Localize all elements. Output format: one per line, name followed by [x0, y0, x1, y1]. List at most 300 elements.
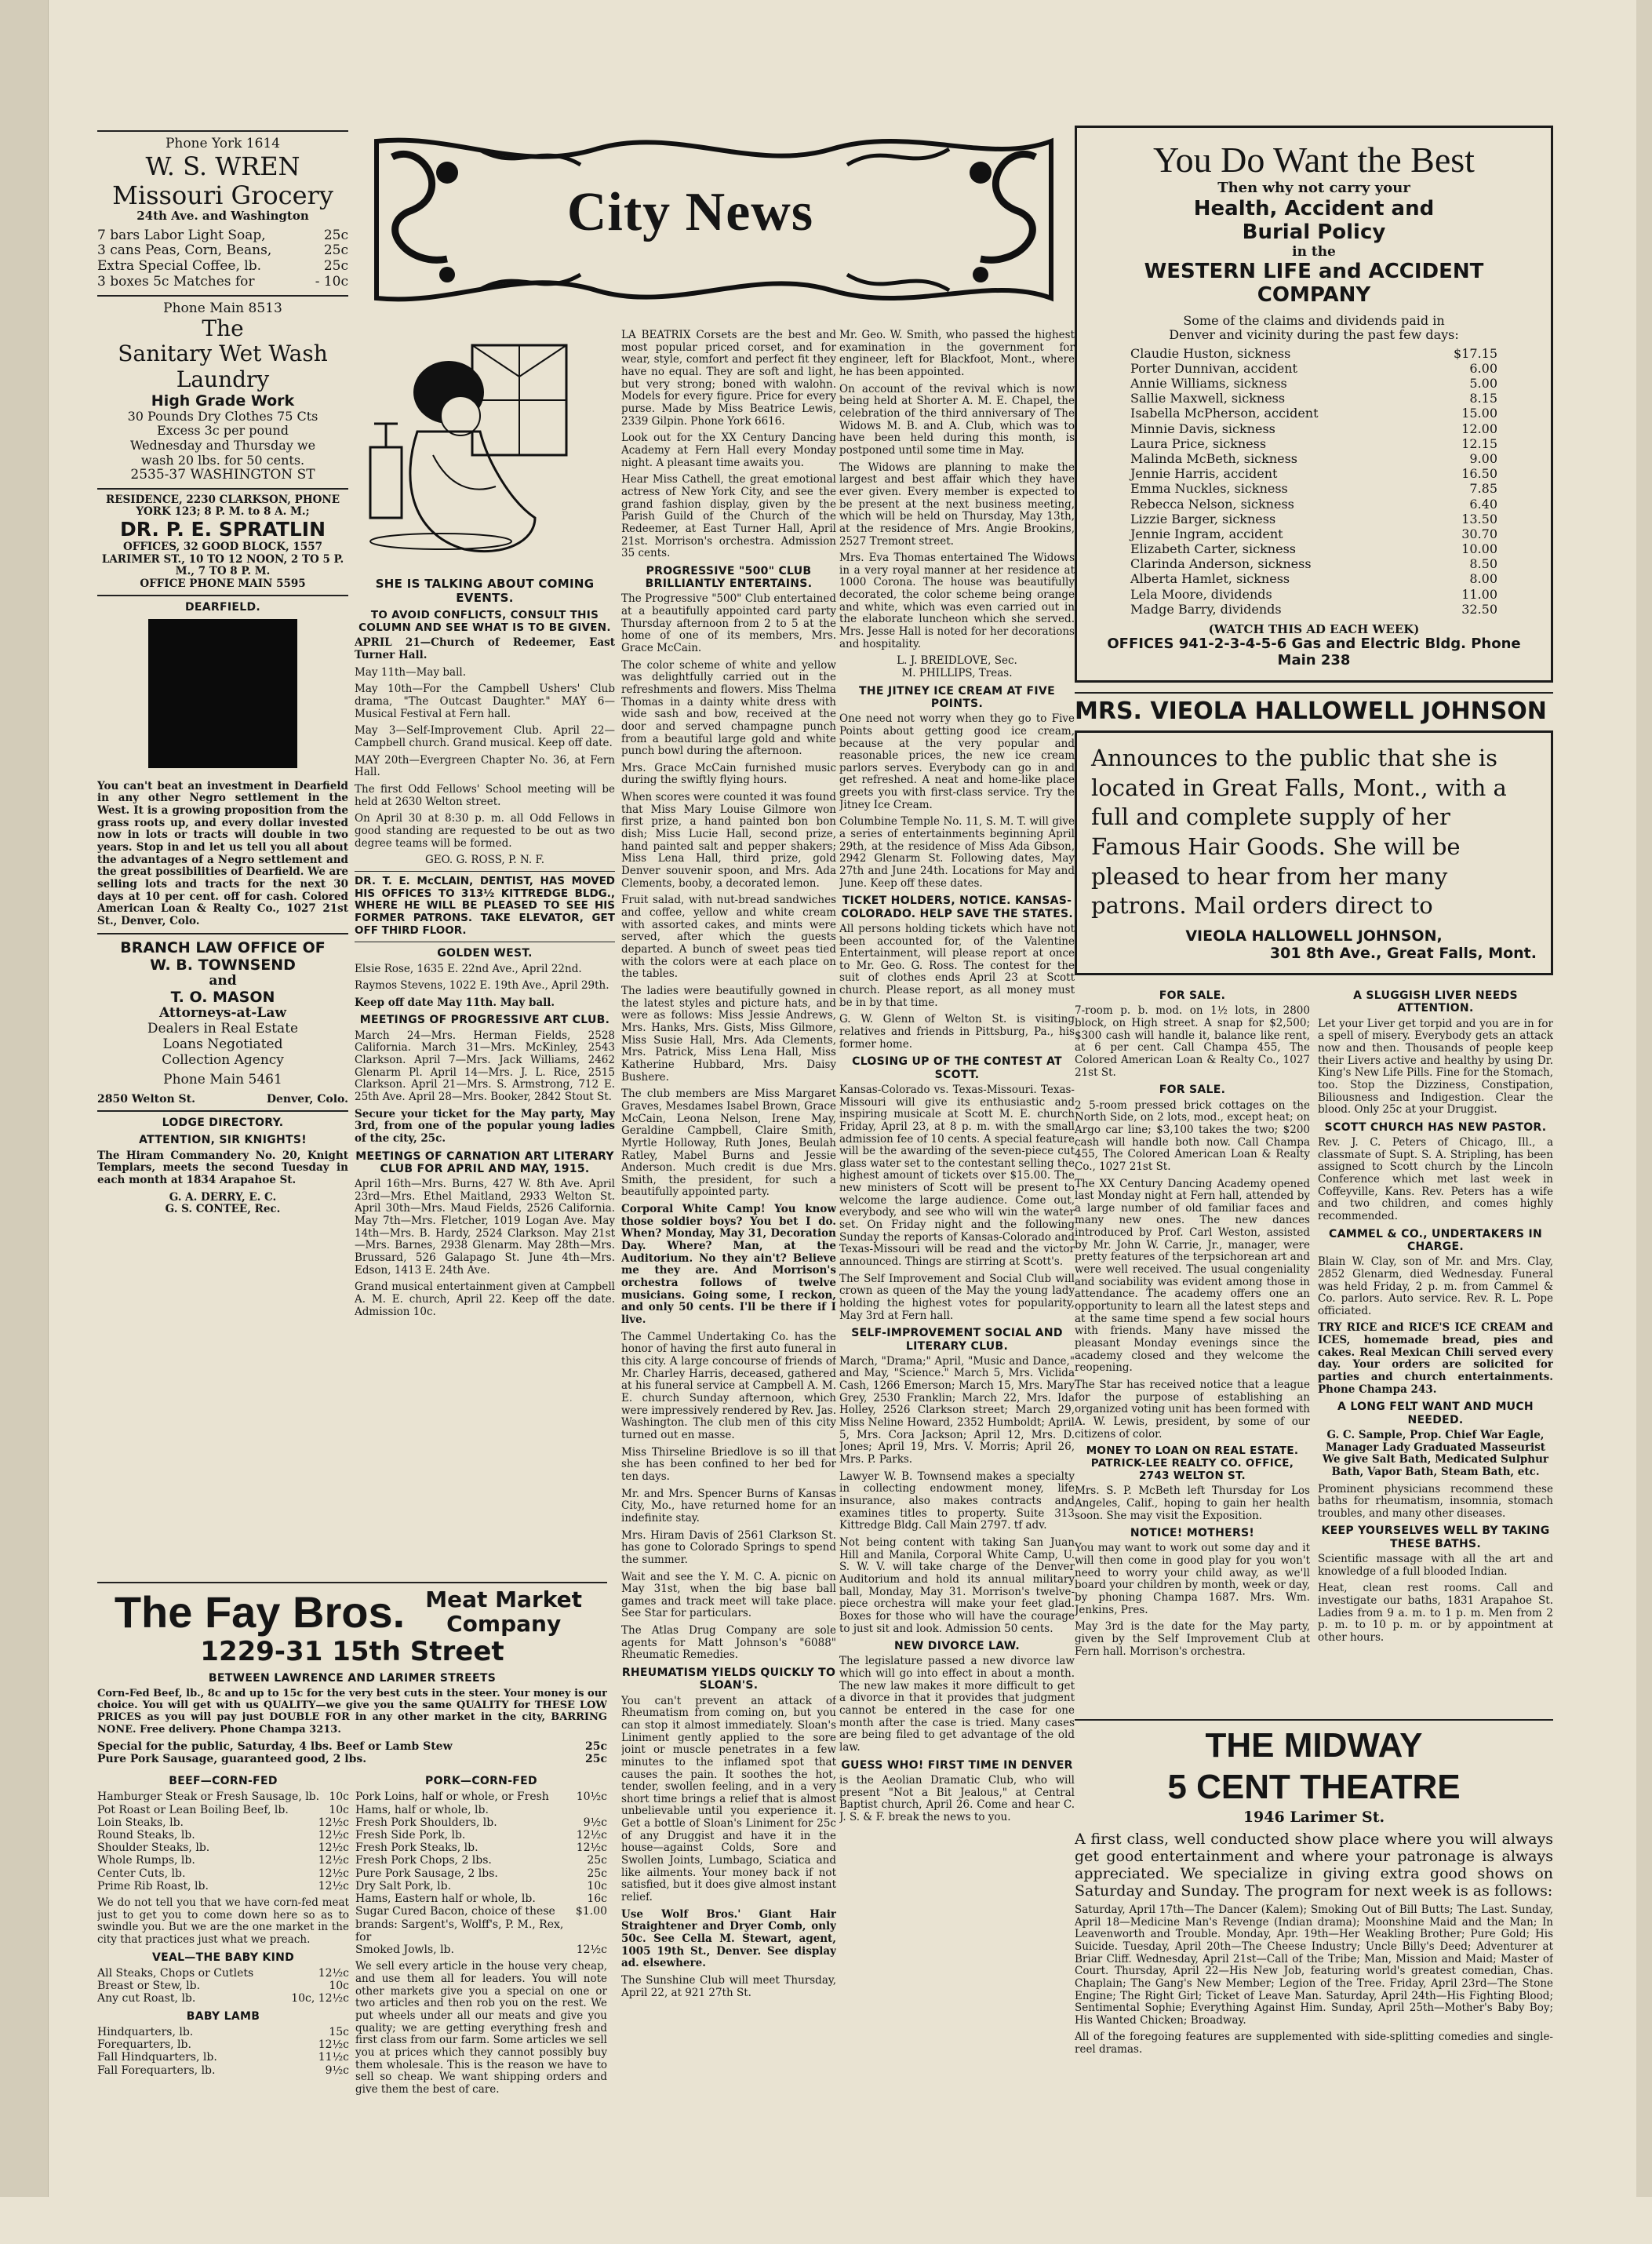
paragraph: April 16th—Mrs. Burns, 427 W. 8th Ave. April 23rd—Mrs. Ethel Maitland, 2933 Welton St. April 30th—Mrs. Maud Fields, 2526 California. May 7th—Mrs. Fletcher, 1019 Logan Ave. May 14th—Mrs. B. Hardy, 2524 Clarkson. May 21st—Mrs. Barnes, 2938 Glenarm. May 28th—Mrs. Brussard, 526 Galapago St. June 4th—Mrs. Edson, 1413 E. 24th Ave. — [355, 1178, 615, 1277]
law-line: Attorneys-at-Law — [158, 1005, 287, 1022]
midway-ad — [1075, 1725, 1553, 2056]
section-heading: FOR SALE. — [1159, 989, 1226, 1003]
item-label: Pure Pork Sausage, 2 lbs. — [355, 1867, 498, 1880]
law-line: Collection Agency — [162, 1051, 284, 1068]
item-label: All Steaks, Chops or Cutlets — [97, 1967, 254, 1980]
fay-title: The Fay Bros. — [114, 1586, 406, 1637]
paragraph: The Self Improvement and Social Club will crown as queen of the May the young lady holding the highest votes for popularity, May 3rd at Fern hall. — [839, 1272, 1075, 1322]
ad-line: Health, Accident and — [1193, 197, 1435, 221]
johnson-text: Announces to the public that she is located in Great Falls, Mont., with a full and complete supply of her Famous Hair Goods. She will be pleased to hear from her many patrons. Mail orders direct to — [1091, 744, 1507, 920]
ad-intro: Some of the claims and dividends paid in Denver and vicinity during the past few days: — [1169, 312, 1459, 343]
doctor-name: DR. P. E. SPRATLIN — [119, 518, 326, 541]
item-price: 6.00 — [1469, 360, 1497, 376]
item-label: Isabella McPherson, accident — [1130, 406, 1319, 421]
wren-price-list — [97, 228, 348, 290]
item-label: Pot Roast or Lean Boiling Beef, lb. — [97, 1803, 289, 1816]
section-heading: PORK—CORN-FED — [425, 1775, 537, 1788]
paragraph: Mrs. Grace McCain furnished music during the swiftly flying hours. — [621, 761, 836, 787]
price-row — [1091, 361, 1537, 376]
price-row — [97, 1841, 349, 1854]
item-price: 25c — [587, 1854, 607, 1867]
paragraph: On account of the revival which is now being held at Shorter A. M. E. Chapel, the celebration of the third anniversary of The Widows M. B. and A. Club, which was to have been held during this month, is postponed until some time in May. — [839, 382, 1075, 457]
wren-address: 24th Ave. and Washington — [136, 209, 309, 224]
ad-watch: (WATCH THIS AD EACH WEEK) — [1208, 622, 1420, 637]
laundry-name: Sanitary Wet Wash — [118, 341, 328, 367]
item-label: Lizzie Barger, sickness — [1130, 511, 1276, 526]
item-label: Jennie Harris, accident — [1130, 466, 1278, 482]
price-row — [97, 1790, 349, 1803]
section-heading: RHEUMATISM YIELDS QUICKLY TO SLOAN'S. — [621, 1667, 836, 1692]
price-row — [97, 1854, 349, 1867]
price-row — [97, 1829, 349, 1841]
item-label: Loin Steaks, lb. — [97, 1816, 184, 1829]
price-row — [1091, 391, 1537, 406]
beef-list — [97, 1790, 349, 1892]
lamb-list — [97, 2026, 349, 2077]
item-price: 12.00 — [1461, 421, 1497, 436]
ad-line: Burial Policy — [1242, 220, 1386, 245]
paragraph: MAY 20th—Evergreen Chapter No. 36, at Fern Hall. — [355, 753, 615, 779]
section-heading: CLOSING UP OF THE CONTEST AT SCOTT. — [852, 1055, 1062, 1081]
paragraph: The Sunshine Club will meet Thursday, April 22, at 921 27th St. — [621, 1974, 836, 1999]
price-row — [1091, 421, 1537, 436]
paragraph: Lawyer W. B. Townsend makes a specialty in collecting endowment money, life insurance, also makes contracts and examines titles to property. Suite 313 Kittredge Bldg. Call Main 2797. tf adv. — [839, 1470, 1075, 1532]
item-label: Fresh Pork Chops, 2 lbs. — [355, 1854, 492, 1867]
price-row — [355, 1841, 607, 1854]
item-price: 12½c — [576, 1828, 607, 1841]
item-price: 8.15 — [1469, 391, 1497, 406]
section-heading: FOR SALE. — [1159, 1084, 1226, 1097]
price-row — [1091, 481, 1537, 496]
paragraph: May 10th—For the Campbell Ushers' Club drama, "The Outcast Daughter." MAY 6—Musical Festival at Fern hall. — [355, 683, 615, 720]
item-label: Shoulder Steaks, lb. — [97, 1841, 210, 1855]
price-row — [97, 2026, 349, 2038]
price-row — [1091, 541, 1537, 556]
item-price: 12½c — [318, 1816, 349, 1829]
paragraph: Look out for the XX Century Dancing Academy at Fern Hall every Monday night. A pleasant time awaits you. — [621, 432, 836, 469]
paragraph: Prominent physicians recommend these baths for rheumatism, insomnia, stomach troubles, and many other diseases. — [1318, 1482, 1553, 1520]
item-label: Emma Nuckles, sickness — [1130, 481, 1288, 497]
item-label: Hams, Eastern half or whole, lb. — [355, 1892, 536, 1906]
signature: M. PHILLIPS, Treas. — [901, 667, 1013, 680]
price-row — [1091, 571, 1537, 586]
dearfield-photo — [148, 619, 297, 768]
midway-subtitle: 5 CENT THEATRE — [1167, 1767, 1461, 1806]
johnson-name: VIEOLA HALLOWELL JOHNSON, — [1185, 927, 1443, 945]
price-row — [355, 1829, 607, 1841]
section-heading: BEEF—CORN-FED — [169, 1775, 278, 1788]
section-heading: MEETINGS OF CARNATION ART LITERARY CLUB FOR APRIL AND MAY, 1915. — [355, 1149, 614, 1175]
item-price: 5.00 — [1469, 376, 1497, 392]
section-heading: A LONG FELT WANT AND MUCH NEEDED. — [1337, 1401, 1534, 1426]
paragraph: Let your Liver get torpid and you are in for a spell of misery. Everybody gets an attack now and then. Thousands of people keep their Livers active and healthy by using Dr. King's New Life Pills. Fine for the Stomach, too. Stop the Dizziness, Constipation, Biliousness and Indigestion. Clear the blood. Only 25c at your Druggist. — [1318, 1017, 1553, 1117]
price-row — [1091, 497, 1537, 512]
paragraph: The club members are Miss Margaret Graves, Mesdames Isabel Brown, Grace McCain, Leona Nelson, Irene May, Geraldine Campbell, Claire Smith, Myrtle Holloway, Ruth Jones, Beulah Ratley, Mabel Burns and Jessie Anderson. Much credit is due Mrs. Smith, the president, for such a beautifully appointed party. — [621, 1087, 836, 1199]
list-item: Extra Special Coffee, lb. 25c — [97, 258, 348, 275]
events-intro: TO AVOID CONFLICTS, CONSULT THIS COLUMN AND SEE WHAT IS TO BE GIVEN. — [358, 609, 611, 634]
price-row — [355, 1905, 607, 1943]
item-label: Forequarters, lb. — [97, 2038, 191, 2052]
lodge-heading: LODGE DIRECTORY. — [162, 1117, 284, 1130]
list-item: 7 bars Labor Light Soap, 25c — [97, 227, 348, 243]
item-label: Lela Moore, dividends — [1130, 586, 1272, 602]
johnson-ad — [1075, 730, 1553, 975]
item-price: 12½c — [318, 1879, 349, 1892]
item-price: 13.50 — [1461, 511, 1497, 526]
item-price: 6.40 — [1469, 496, 1497, 512]
item-price: 32.50 — [1461, 601, 1497, 617]
price-row — [1091, 436, 1537, 451]
item-price: 8.00 — [1469, 571, 1497, 587]
item-price: 10c, 12½c — [291, 1992, 349, 2005]
fay-address: 1229-31 15th Street — [200, 1635, 504, 1667]
page-binding-margin — [0, 0, 49, 2197]
midway-address: 1946 Larimer St. — [1243, 1808, 1385, 1826]
law-line: and — [209, 972, 237, 989]
dearfield-heading: DEARFIELD. — [185, 601, 260, 614]
item-label: Hindquarters, lb. — [97, 2025, 194, 2038]
item-label: Madge Barry, dividends — [1130, 601, 1282, 617]
price-row: Pure Pork Sausage, guaranteed good, 2 lbs. 25c — [97, 1752, 607, 1765]
item-price: 9½c — [583, 1816, 607, 1829]
item-price: 9½c — [325, 2064, 349, 2077]
item-label: Elizabeth Carter, sickness — [1130, 541, 1296, 557]
paragraph: 7-room p. b. mod. on 1½ lots, in 2800 block, on High street. A snap for $2,500; $300 cash will handle it, balance like rent, at 6 per cent. Call Champa 455, The Colored American Loan & Realty Co., 1027 21st St. — [1075, 1004, 1310, 1079]
price-row — [355, 1854, 607, 1867]
price-row — [1091, 512, 1537, 526]
price-row — [1091, 602, 1537, 617]
law-line: Phone Main 5461 — [163, 1072, 282, 1088]
column-5-left — [1075, 985, 1310, 1714]
paragraph: G. C. Sample, Prop. Chief War Eagle, Manager Lady Graduated Masseurist We give Salt Bath, Medicated Sulphur Bath, Vapor Bath, Steam Bath, etc. — [1322, 1428, 1549, 1478]
paragraph: LA BEATRIX Corsets are the best and most popular priced corset, and for wear, style, comfort and perfect fit they have no equal. They are soft and light, but very strong; boned with walohn. Models for every figure. Price for every purse. Made by Miss Beatrice Lewis, 2339 Gilpin. Phone York 6616. — [621, 330, 836, 428]
price-row — [1091, 376, 1537, 391]
paragraph: Heat, clean rest rooms. Call and investigate our baths, 1831 Arapahoe St. Ladies from 9 a. m. to 1 p. m. Men from 2 p. m. to 10 p. m. or by appointment at other hours. — [1318, 1582, 1553, 1644]
paragraph: Wait and see the Y. M. C. A. picnic on May 31st, when the big base ball games and track meet will take place. See Star for particulars. — [621, 1570, 836, 1620]
western-life-ad — [1075, 126, 1553, 683]
paragraph: 2 5-room pressed brick cottages on the North Side, on 2 lots, mod., except heat; on Argo car line; $3,100 takes the two; $200 cash will handle both now. Call Champa 455, The Colored American Loan & Realty Co., 1027 21st St. — [1075, 1098, 1310, 1173]
price-row — [355, 1880, 607, 1892]
paragraph: The Star has received notice that a league for the purpose of establishing an organized voting unit has been formed with A. W. Lewis, president, by some of our citizens of color. — [1075, 1379, 1310, 1441]
column-5 — [1075, 126, 1553, 2213]
item-label: Sallie Maxwell, sickness — [1130, 391, 1286, 406]
item-price: 12.15 — [1461, 435, 1497, 451]
midway-note: All of the foregoing features are supplemented with side-splitting comedies and single-reel dramas. — [1075, 2031, 1553, 2056]
laundry-line: High Grade Work — [151, 392, 295, 410]
price-row — [355, 1867, 607, 1880]
paragraph: The XX Century Dancing Academy opened last Monday night at Fern hall, attended by a large number of old familiar faces and many new ones. The new dances introduced by Prof. Carl Weston, assisted by Mr. John W. Carrie, Jr., manager, were pretty features of the terpsichorean art and were well received. The usual congeniality and sociability was evident among those in attendance. The academy offers one an opportunity to learn all the latest steps and at the same time spend a few social hours with friends. Many have missed the pleasant Monday evenings since the academy closed and they welcome the reopening. — [1075, 1177, 1310, 1375]
paragraph: We sell every article in the house very cheap, and use them all for leaders. You will note other markets give you a special on one or two articles and then rob you on the rest. We put wheels under all our meats and give you quality; we are getting everything fresh and first class from our farm. Some articles we sell you at prices which they cannot possibly buy them wholesale. This is the reason we have to sell so cheap. We want shipping orders and give them the best of care. — [355, 1960, 607, 2096]
ad-offices: OFFICES 941-2-3-4-5-6 Gas and Electric Bldg. Phone Main 238 — [1107, 636, 1521, 669]
item-label: Fall Hindquarters, lb. — [97, 2051, 217, 2064]
price-row — [1091, 587, 1537, 602]
price-row — [97, 1804, 349, 1816]
lodge-signature: G. S. CONTEE, Rec. — [165, 1203, 281, 1216]
column-5-right — [1318, 985, 1553, 1714]
wren-phone: Phone York 1614 — [165, 136, 281, 151]
page-title: City News — [566, 182, 814, 242]
item-price: 12½c — [318, 1867, 349, 1880]
paragraph: Mrs. S. P. McBeth left Thursday for Los Angeles, Calif., hoping to gain her health soon. She may visit the Exposition. — [1075, 1484, 1310, 1522]
pork-list — [355, 1790, 607, 1956]
paragraph: May 3—Self-Improvement Club. April 22—Campbell church. Grand musical. Keep off date. — [355, 724, 615, 750]
paragraph: One need not worry when they go to Five Points about getting good ice cream, because at the very popular and reasonable prices, the new ice cream parlors serves. Everybody can go in and get refreshed. A neat and home-like place greets you with first-class service. Try the Jitney Ice Cream. — [839, 712, 1075, 811]
fay-subtitle: Meat Market Company — [425, 1586, 582, 1637]
section-heading: NEW DIVORCE LAW. — [894, 1640, 1020, 1653]
signature: L. J. BREIDLOVE, Sec. — [897, 654, 1017, 668]
paragraph: is the Aeolian Dramatic Club, who will present "Not a Bit Jealous," at Central Baptist church, April 26. Come and hear C. J. S. & F. break the news to you. — [839, 1773, 1075, 1823]
paragraph: Hear Miss Cathell, the great emotional actress of New York City, and see the grand fashion display, given by the Parish Guild of the Church of the Redeemer, at East Turner Hall, April 21st. Morrison's orchestra. Admission 35 cents. — [621, 473, 836, 560]
paragraph: Elsie Rose, 1635 E. 22nd Ave., April 22nd. — [355, 962, 582, 975]
laundry-phone: Phone Main 8513 — [163, 300, 282, 316]
ad-line: Then why not carry your — [1217, 180, 1410, 197]
item-price: 10c — [329, 1803, 349, 1816]
item-label: Clarinda Anderson, sickness — [1130, 556, 1312, 572]
section-heading: A SLUGGISH LIVER NEEDS ATTENTION. — [1353, 989, 1518, 1015]
item-price: 12½c — [576, 1841, 607, 1855]
paragraph: G. W. Glenn of Welton St. is visiting relatives and friends in Pittsburg, Pa., his former home. — [839, 1013, 1075, 1051]
paragraph: When scores were counted it was found that Miss Mary Louise Gilmore won first prize, a hand painted bon bon dish; Miss Lucie Hall, second prize, hand painted salt and pepper shakers; Miss Lena Hall, third prize, gold Denver souvenir spoon, and Mrs. Ada Clements, booby, a decorated lemon. — [621, 791, 836, 890]
price-row — [97, 2038, 349, 2051]
price-row — [355, 1790, 607, 1816]
item-label: Fall Forequarters, lb. — [97, 2064, 216, 2077]
fay-intro: Corn-Fed Beef, lb., 8c and up to 15c for the very best cuts in the steer. Your money is our choice. You will get with us QUALITY—we give you the same QUALITY for THESE LOW PRICES as you will pay just DOUBLE FOR in any other market in the city, BARRING NONE. Free delivery. Phone Champa 3213. — [97, 1688, 607, 1736]
paragraph: On April 30 at 8:30 p. m. all Odd Fellows in good standing are requested to be out as two degree teams will be formed. — [355, 812, 615, 850]
price-row — [1091, 526, 1537, 541]
paragraph: You can't prevent an attack of Rheumatism from coming on, but you can stop it almost immediately. Sloan's Liniment gently applied to the sore joint or muscle penetrates in a few minutes to the inflamed spot that causes the pain. It soothes the hot, tender, swollen feeling, and in a very short time brings a relief that is almost unbelievable until you experience it. Get a bottle of Sloan's Liniment for 25c of any Druggist and have it in the house—against Colds, Sore and Swollen Joints, Lumbago, Sciatica and like ailments. Your money back if not satisfied, but it does give almost instant relief. — [621, 1694, 836, 1904]
fay-price-grid — [97, 1770, 607, 2101]
paragraph: The Cammel Undertaking Co. has the honor of having the first auto funeral in this city. A large concourse of friends of Mr. Charley Harris, deceased, gathered at his funeral service at Campbell A. M. E. church Sunday afternoon, which were impressively rendered by Rev. Jas. Washington. The club men of this city turned out en masse. — [621, 1330, 836, 1441]
section-heading: SELF-IMPROVEMENT SOCIAL AND LITERARY CLUB. — [851, 1327, 1063, 1353]
item-price: 30.70 — [1461, 526, 1497, 541]
fay-left — [97, 1770, 349, 2101]
wren-name: W. S. WREN — [145, 151, 300, 181]
item-price: 10½c — [576, 1790, 607, 1804]
item-price: 15.00 — [1461, 406, 1497, 421]
section-heading: GOLDEN WEST. — [437, 947, 533, 960]
signature: GEO. G. ROSS, P. N. F. — [425, 854, 544, 867]
item-label: Breast or Stew, lb. — [97, 1980, 201, 1993]
ad-company: WESTERN LIFE and ACCIDENT COMPANY — [1144, 260, 1484, 308]
paragraph: The Progressive "500" Club entertained at a beautifully appointed card party Thursday afternoon from 2 to 5 at the home of one of its members, Mrs. Grace McCain. — [621, 592, 836, 654]
item-label: Alberta Hamlet, sickness — [1130, 571, 1290, 587]
item-label: Any cut Roast, lb. — [97, 1992, 196, 2005]
laundry-address: 2535-37 WASHINGTON ST — [130, 467, 315, 483]
paragraph: Not being content with taking San Juan Hill and Manila, Corporal White Camp, U. S. W. V. will take charge of the Denver Auditorium and hold its annual military ball, Monday, May 31. Morrison's twelve-piece orchestra will make your feet glad. Boxes for those who will have the courage to just sit and look. Admission 50 cents. — [839, 1536, 1075, 1635]
paragraph: May 3rd is the date for the May party, given by the Self Improvement Club at Fern hall. Morrison's orchestra. — [1075, 1620, 1310, 1658]
paragraph: The ladies were beautifully gowned in the latest styles and picture hats, and were as follows: Miss Jessie Andrews, Mrs. Hanks, Mrs. Gists, Miss Gilmore, Miss Susie Hall, Mrs. Ada Clements, Mrs. Patrick, Miss Lena Hall, Miss Katherine Hubbard, Mrs. Daisy Bushere. — [621, 984, 836, 1084]
price-row — [1091, 451, 1537, 466]
item-label: Sugar Cured Bacon, choice of these brands: Sargent's, Wolff's, P. M., Rex, for — [355, 1905, 564, 1943]
item-label: Smoked Jowls, lb. — [355, 1943, 454, 1957]
paragraph: Mrs. Eva Thomas entertained The Widows in a very royal manner at her residence at 1000 Corona. The house was beautifully decorated, the color scheme being orange and white, which was even carried out in the elaborate luncheon which she served. Mrs. Jesse Hall is noted for her decorations and hospitality. — [839, 552, 1075, 650]
law-address: 2850 Welton St. Denver, Colo. — [97, 1093, 348, 1106]
item-label: Hamburger Steak or Fresh Sausage, lb. — [97, 1790, 320, 1804]
item-price: $1.00 — [575, 1905, 607, 1918]
ad-line: in the — [1292, 243, 1336, 260]
item-price: 11½c — [318, 2051, 349, 2064]
price-row — [97, 2064, 349, 2077]
item-price: 10c — [329, 1790, 349, 1804]
ad-title: You Do Want the Best — [1153, 140, 1475, 180]
paragraph: March, "Drama;" April, "Music and Dance," and May, "Science." March 5, Mrs. Viclida Cash, 1266 Emerson; March 15, Mrs. Mary Grey, 2530 Franklin; March 22, Mrs. Ida Holley, 2526 Clarkson street; March 29, Miss Neline Howard, 2352 Humboldt; April 5, Mrs. Cora Jackson; April 12, Mrs. D. Jones; April 19, Mrs. V. Morris; April 26, Mrs. P. Parks. — [839, 1354, 1075, 1466]
item-price: 9.00 — [1469, 450, 1497, 466]
laundry-line: 30 Pounds Dry Clothes 75 Cts — [127, 408, 318, 424]
paragraph: Columbine Temple No. 11, S. M. T. will give a series of entertainments beginning April 29th, at the residence of Miss Ada Gibson, 2942 Glenarm St. Following dates, May 27th and June 24th. Locations for May and June. Keep off these dates. — [839, 815, 1075, 890]
paragraph: All persons holding tickets which have not been accounted for, of the Valentine Entertainment, will please report at once to Mr. Geo. G. Ross. The contest for the suit of clothes ends April 23 at Scott church. Please report, as all money must be in by that time. — [839, 922, 1075, 1009]
item-price: 7.85 — [1469, 481, 1497, 497]
item-price: 12½c — [318, 1967, 349, 1980]
fay-location: BETWEEN LAWRENCE AND LARIMER STREETS — [208, 1672, 497, 1685]
price-row — [97, 1880, 349, 1892]
midway-title: THE MIDWAY — [1205, 1726, 1423, 1765]
laundry-name: Laundry — [176, 366, 270, 392]
paragraph: Mr. and Mrs. Spencer Burns of Kansas City, Mo., have returned home for an indefinite stay. — [621, 1487, 836, 1525]
section-heading: THE JITNEY ICE CREAM AT FIVE POINTS. — [859, 684, 1055, 710]
paragraph: Scientific massage with all the art and knowledge of a full blooded Indian. — [1318, 1552, 1553, 1578]
price-row — [355, 1943, 607, 1956]
law-line: BRANCH LAW OFFICE OF — [120, 938, 326, 956]
item-price: 11.00 — [1461, 586, 1497, 602]
item-price: 12½c — [576, 1943, 607, 1957]
paragraph: Secure your ticket for the May party, May 3rd, from one of the popular young ladies of the city, 25c. — [355, 1107, 615, 1145]
paragraph: Mrs. Hiram Davis of 2561 Clarkson St. has gone to Colorado Springs to spend the summer. — [621, 1528, 836, 1566]
price-row — [97, 1816, 349, 1829]
laundry-line: The — [202, 315, 244, 342]
item-label: Claudie Huston, sickness — [1130, 345, 1291, 361]
price-row — [97, 2051, 349, 2064]
paragraph: The Widows are planning to make the largest and best affair which they have ever given. Every member is expected to be present at the next business meeting, which will be held on Thursday, May 13th, at the residence of Mrs. Angie Brookins, 2527 Tremont street. — [839, 461, 1075, 548]
list-item: 3 boxes 5c Matches for - 10c — [97, 273, 348, 290]
law-line: Loans Negotiated — [162, 1036, 283, 1052]
paragraph: Corporal White Camp! You know those soldier boys? You bet I do. When? Monday, May 31, Decoration Day. Where? Man, at the Auditorium. No they ain't? Believe me they are. And Morrison's orchestra follows of twelve musicians. Going some, I reckon, and only 50 cents. I'll be there if I live. — [621, 1203, 836, 1327]
paragraph: Keep off date May 11th. May ball. — [355, 996, 555, 1009]
item-price: 10c — [587, 1879, 607, 1892]
item-price: 12½c — [318, 1828, 349, 1841]
johnson-address: 301 8th Ave., Great Falls, Mont. — [1269, 945, 1537, 963]
doctor-residence: RESIDENCE, 2230 CLARKSON, PHONE YORK 123; 8 P. M. to 8 A. M.; — [106, 493, 340, 519]
paragraph: Rev. J. C. Peters of Chicago, Ill., a classmate of Supt. S. A. Stripling, has been assigned to Scott church by the Lincoln Conference which met last week in Coffeyville, Kans. Rev. Peters has a wife and two children, and comes highly recommended. — [1318, 1136, 1553, 1223]
price-row — [97, 1967, 349, 1980]
item-label: Rebecca Nelson, sickness — [1130, 496, 1294, 512]
doctor-offices: OFFICES, 32 GOOD BLOCK, 1557 LARIMER ST., 10 TO 12 NOON, 2 TO 5 P. M., 7 TO 8 P. M. — [101, 540, 344, 578]
item-price: 16c — [587, 1892, 607, 1906]
paragraph: Use Wolf Bros.' Giant Hair Straightener and Dryer Comb, only 50c. See Cella M. Stewart, agent, 1005 19th St., Denver. See display ad. elsewhere. — [621, 1907, 836, 1970]
paragraph: Kansas-Colorado vs. Texas-Missouri. Texas-Missouri will give its enthusiastic and inspiring musicale at Scott M. E. church Friday, April 23, at 8 p. m. with the small admission fee of 10 cents. A special feature will be the awarding of the seven-piece cut glass water set to the contestant selling the highest amount of tickets over $15.00. The new ministers of Scott will be present to welcome the large audience. Come out, everybody, and see who will win the water set. On Friday night and the following Sunday the reports of Kansas-Colorado and Texas-Missouri will be read and the victor announced. Things are stirring at Scott's. — [839, 1083, 1075, 1269]
law-line: T. O. MASON — [170, 989, 275, 1007]
item-label: Minnie Davis, sickness — [1130, 421, 1275, 436]
item-label: Annie Williams, sickness — [1130, 376, 1287, 392]
laundry-line: Excess 3c per pound — [156, 423, 289, 439]
fay-header — [97, 1588, 607, 1637]
midway-program: Saturday, April 17th—The Dancer (Kalem); Smoking Out of Bill Butts; The Last. Sunday, April 18—Medicine Man's Revenge (Indian drama); Moonshine Maid and the Man; In Leavenworth and Trouble. Monday, Apr. 19th—Her Weakling Brother; Pure Gold; His Suicide. Tuesday, April 20th—The Cheese Industry; Uncle Billy's Deed; Adventurer at Briar Cliff. Wednesday, April 21st—Call of the Tribe; Man, Mission and Maid; Master of Court. Thursday, April 22—His New Job, featuring world's greatest comedian, Chas. Chaplain; The Gang's New Member; Legion of the Tree. Friday, April 23rd—The Stone Engine; The Right Girl; Ticket of Leave Man. Saturday, April 24th—His Fighting Blood; Sentimental Sophie; Everything Against Him. Sunday, April 25th—Mother's Baby Boy; His Wanted Chicken; Broadway. — [1075, 1903, 1553, 2027]
item-label: Jennie Ingram, accident — [1130, 526, 1283, 541]
price-row — [1091, 346, 1537, 361]
paragraph: We do not tell you that we have corn-fed meat just to get you to come down here so as to swindle you. But we are the one market in the city that practices just what we preach. — [97, 1896, 349, 1947]
paragraph: Fruit salad, with nut-bread sandwiches and coffee, yellow and white cream with assorted cakes, and mints were served, after which the guests departed. A bunch of sweet peas tied with the colors were at each place on the tables. — [621, 894, 836, 981]
section-heading: BABY LAMB — [186, 2009, 260, 2023]
price-row — [355, 1816, 607, 1829]
laundry-line: wash 20 lbs. for 50 cents. — [140, 452, 305, 468]
wren-store: Missouri Grocery — [112, 180, 333, 210]
doctor-phone: OFFICE PHONE MAIN 5595 — [140, 577, 306, 590]
item-label: Fresh Side Pork, lb. — [355, 1828, 466, 1841]
item-label: Malinda McBeth, sickness — [1130, 450, 1297, 466]
veal-list — [97, 1967, 349, 2005]
law-line: Dealers in Real Estate — [147, 1021, 299, 1037]
item-label: Round Steaks, lb. — [97, 1828, 195, 1841]
item-price: 12½c — [318, 1841, 349, 1855]
item-price: 10c — [329, 1980, 349, 1993]
page-right-edge — [1636, 0, 1652, 2197]
section-heading: GUESS WHO! FIRST TIME IN DENVER — [841, 1758, 1073, 1772]
item-price: 15c — [329, 2025, 349, 2038]
item-label: Center Cuts, lb. — [97, 1867, 186, 1880]
price-row — [97, 1992, 349, 2005]
item-price: 12½c — [318, 1854, 349, 1867]
section-heading: TICKET HOLDERS, NOTICE. KANSAS-COLORADO. HELP SAVE THE STATES. — [841, 894, 1073, 920]
paragraph: Mr. Geo. W. Smith, who passed the highest examination in the government for engineer, left for Blackfoot, Mont., where he has been appointed. — [839, 330, 1075, 378]
price-row — [97, 1867, 349, 1880]
fay-right — [355, 1770, 607, 2101]
paragraph: TRY RICE and RICE'S ICE CREAM and ICES, homemade bread, pies and cakes. Real Mexican Chili served every day. Your orders are solicited for parties and church entertainments. Phone Champa 243. — [1318, 1321, 1553, 1396]
item-label: Prime Rib Roast, lb. — [97, 1879, 209, 1892]
events-heading: SHE IS TALKING ABOUT COMING EVENTS. — [375, 577, 595, 605]
item-price: 8.50 — [1469, 556, 1497, 572]
dearfield-text: You can't beat an investment in Dearfield in any other Negro settlement in the West. It is a growing proposition from the grass roots up, and every dollar invested now in lots or tracts will double in two years. Stop in and let us tell you all about the advantages of a Negro settlement and the great possibilities of Dearfield. We are selling lots and tracts for the next 30 days at 10 per cent. off for cash. Colored American Loan & Realty Co., 1027 21st St., Denver, Colo. — [97, 779, 348, 927]
paragraph: The legislature passed a new divorce law which will go into effect in about a month. The new law makes it more difficult to get a divorce in that it provides that judgment cannot be entered in the case for one month after the case is tried. Many cases are being filed to get advantage of the old law. — [839, 1655, 1075, 1754]
paragraph: Miss Thirseline Briedlove is so ill that she has been confined to her bed for ten days. — [621, 1445, 836, 1483]
item-label: Fresh Pork Steaks, lb. — [355, 1841, 478, 1855]
paragraph: The color scheme of white and yellow was delightfully carried out in the refreshments and flowers. Miss Thelma Thomas in a dainty white dress with wide sash and bow, received at the door and served champagne punch from a beautiful large gold and white punch bowl during the afternoon. — [621, 658, 836, 758]
item-price: 16.50 — [1461, 466, 1497, 482]
paragraph: May 11th—May ball. — [355, 665, 466, 679]
price-row — [1091, 406, 1537, 421]
item-price: $17.15 — [1454, 345, 1497, 361]
price-row: Special for the public, Saturday, 4 lbs. Beef or Lamb Stew 25c — [97, 1739, 607, 1753]
lodge-text: The Hiram Commandery No. 20, Knight Templars, meets the second Tuesday in each month at 1834 Arapahoe St. — [97, 1149, 348, 1187]
section-heading: VEAL—THE BABY KIND — [151, 1951, 295, 1964]
section-heading: CAMMEL & CO., UNDERTAKERS IN CHARGE. — [1329, 1227, 1542, 1253]
lodge-subheading: ATTENTION, SIR KNIGHTS! — [139, 1134, 307, 1147]
item-label: Fresh Pork Shoulders, lb. — [355, 1816, 497, 1829]
item-label: Laura Price, sickness — [1130, 435, 1267, 451]
claims-list — [1091, 346, 1537, 617]
johnson-heading: MRS. VIEOLA HALLOWELL JOHNSON — [1075, 698, 1547, 726]
section-heading: KEEP YOURSELVES WELL BY TAKING THESE BATHS. — [1321, 1525, 1550, 1550]
price-row — [1091, 556, 1537, 571]
item-price: 10.00 — [1461, 541, 1497, 557]
paragraph: APRIL 21—Church of Redeemer, East Turner Hall. — [355, 636, 615, 662]
column-4 — [839, 330, 1075, 2244]
list-item: 3 cans Peas, Corn, Beans, 25c — [97, 242, 348, 259]
paragraph: You may want to work out some day and it will then come in good play for you won't need to worry your child away, as we'll board your children by month, week or day, by phoning Champa 1687. Mrs. Wm. Jenkins, Pres. — [1075, 1542, 1310, 1616]
price-row — [355, 1892, 607, 1905]
law-line: W. B. TOWNSEND — [150, 956, 296, 974]
column-1 — [97, 126, 348, 1483]
laundry-line: Wednesday and Thursday we — [129, 437, 316, 453]
price-row — [97, 1980, 349, 1992]
paragraph: The Atlas Drug Company are sole agents for Matt Johnson's "6088" Rheumatic Remedies. — [621, 1624, 836, 1662]
section-heading: SCOTT CHURCH HAS NEW PASTOR. — [1324, 1120, 1547, 1134]
paragraph: Blain W. Clay, son of Mr. and Mrs. Clay, 2852 Glenarm, died Wednesday. Funeral was held Friday, 2 p. m. from Cammel & Co. parlors. Auto service. Rev. R. L. Pope officiated. — [1318, 1255, 1553, 1317]
item-label: Dry Salt Pork, lb. — [355, 1879, 452, 1892]
dentist-notice: DR. T. E. McCLAIN, DENTIST, HAS MOVED HIS OFFICES TO 313½ KITTREDGE BLDG., WHERE HE WILL BE PLEASED TO SEE HIS FORMER PATRONS. TAKE ELEVATOR, GET OFF THIRD FLOOR. — [355, 874, 615, 937]
section-heading: NOTICE! MOTHERS! — [1130, 1527, 1255, 1540]
midway-intro: A first class, well conducted show place where you will always get good entertainment and where your patronage is always appreciated. We specialize in giving extra good shows on Saturday and Sunday. The program for next week is as follows: — [1075, 1830, 1553, 1900]
item-label: Porter Dunnivan, accident — [1130, 360, 1297, 376]
woman-telephone-illustration-icon — [355, 330, 582, 565]
